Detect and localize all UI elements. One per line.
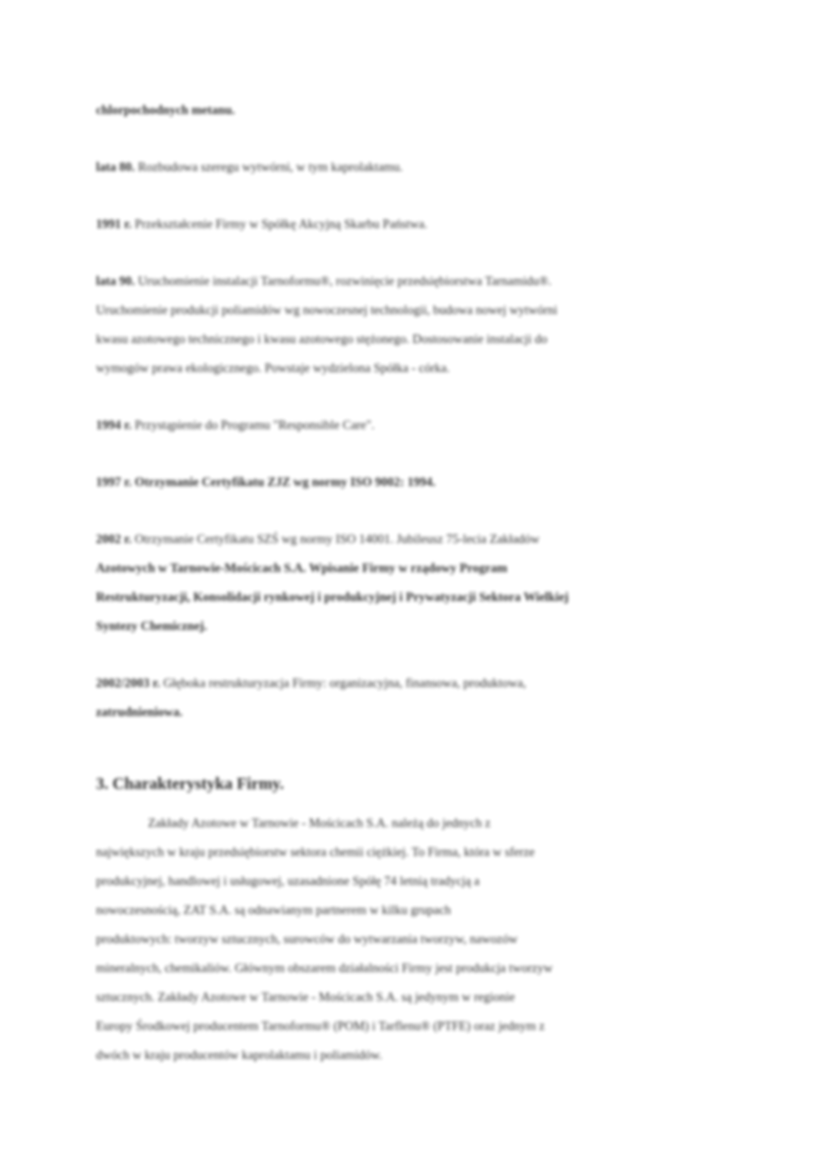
timeline-line (96, 153, 736, 182)
timeline-year: 2002 r. (96, 532, 135, 546)
timeline-line (96, 210, 736, 239)
timeline (96, 153, 736, 727)
timeline-text: wymogów prawa ekologicznego. Powstaje wydzielona Spółka - córka. (96, 361, 450, 375)
timeline-year: 2002/2003 r. (96, 676, 164, 690)
timeline-entry (96, 267, 736, 383)
section-heading: 3. Charakterystyka Firmy. (96, 774, 284, 793)
top-fragment: chlorpochodnych metanu. (96, 103, 235, 117)
body-line: Europy Środkowej producentem Tarnoformu® (POM) i Tarflenu® (PTFE) oraz jednym z (96, 1019, 545, 1033)
timeline-line (96, 583, 736, 612)
body-line: nowoczesnością, ZAT S.A. są odnawianym partnerem w kilku grupach (96, 903, 451, 917)
timeline-line (96, 267, 736, 296)
timeline-text: Przekształcenie Firmy w Spółkę Akcyjną Skarbu Państwa. (134, 217, 428, 231)
body-line: produktowych: tworzyw sztucznych, surowców do wytwarzania tworzyw, nawozów (96, 932, 518, 946)
timeline-text: Syntezy Chemicznej. (96, 619, 208, 633)
body-line: sztucznych. Zakłady Azotowe w Tarnowie - Mościcach S.A. są jedynym w regionie (96, 990, 515, 1004)
timeline-line (96, 612, 736, 641)
timeline-text: kwasu azotowego technicznego i kwasu azotowego stężonego. Dostosowanie instalacji do (96, 332, 548, 346)
document-body (96, 96, 736, 1070)
body-line: dwóch w kraju producentów kaprolaktamu i poliamidów. (96, 1048, 383, 1062)
timeline-line (96, 354, 736, 383)
timeline-line (96, 525, 736, 554)
section-body (96, 809, 736, 1070)
timeline-text: Restrukturyzacji, Konsolidacji rynkowej i produkcyjnej i Prywatyzacji Sektora Wielkiej (96, 590, 569, 604)
timeline-entry (96, 411, 736, 440)
timeline-entry (96, 153, 736, 182)
timeline-line (96, 411, 736, 440)
body-line: Zakłady Azotowe w Tarnowie - Mościcach S.A. należą do jednych z (148, 816, 491, 830)
timeline-text: Rozbudowa szeregu wytwórni, w tym kaprolaktamu. (138, 160, 403, 174)
timeline-text: Otrzymanie Certyfikatu SZŚ wg normy ISO 14001. Jubileusz 75-lecia Zakładów (134, 532, 540, 546)
timeline-text: Przystąpienie do Programu "Responsible Care". (134, 418, 375, 432)
timeline-line (96, 698, 736, 727)
timeline-line (96, 669, 736, 698)
timeline-text: Uruchomienie produkcji poliamidów wg nowoczesnej technologii, budowa nowej wytwórni (96, 303, 558, 317)
timeline-line (96, 325, 736, 354)
timeline-year: 1997 r. (96, 475, 135, 489)
timeline-line (96, 296, 736, 325)
timeline-line (96, 468, 736, 497)
body-line: produkcyjnej, handlowej i usługowej, uzasadnione Spółę 74 letnią tradycją a (96, 874, 480, 888)
timeline-year: lata 80. (96, 160, 139, 174)
timeline-text: Otrzymanie Certyfikatu ZJZ wg normy ISO 9002: 1994. (134, 475, 436, 489)
timeline-text: Głęboka restrukturyzacja Firmy: organizacyjna, finansowa, produktowa, (163, 676, 527, 690)
timeline-text: zatrudnieniowa. (96, 705, 183, 719)
timeline-entry (96, 525, 736, 641)
timeline-entry (96, 468, 736, 497)
body-line: mineralnych, chemikaliów. Głównym obszarem działalności Firmy jest produkcja tworzyw (96, 961, 553, 975)
timeline-text: Uruchomienie instalacji Tarnoformu®, rozwinięcie przedsiębiorstwa Tarnamidu®. (138, 274, 552, 288)
timeline-year: 1994 r. (96, 418, 135, 432)
timeline-year: 1991 r. (96, 217, 135, 231)
timeline-entry (96, 210, 736, 239)
timeline-text: Azotowych w Tarnowie-Mościcach S.A. Wpisanie Firmy w rządowy Program (96, 561, 508, 575)
timeline-year: lata 90. (96, 274, 139, 288)
timeline-line (96, 554, 736, 583)
timeline-entry (96, 669, 736, 727)
body-line: największych w kraju przedsiębiorstw sektora chemii ciężkiej. To Firma, która w sferze (96, 845, 535, 859)
